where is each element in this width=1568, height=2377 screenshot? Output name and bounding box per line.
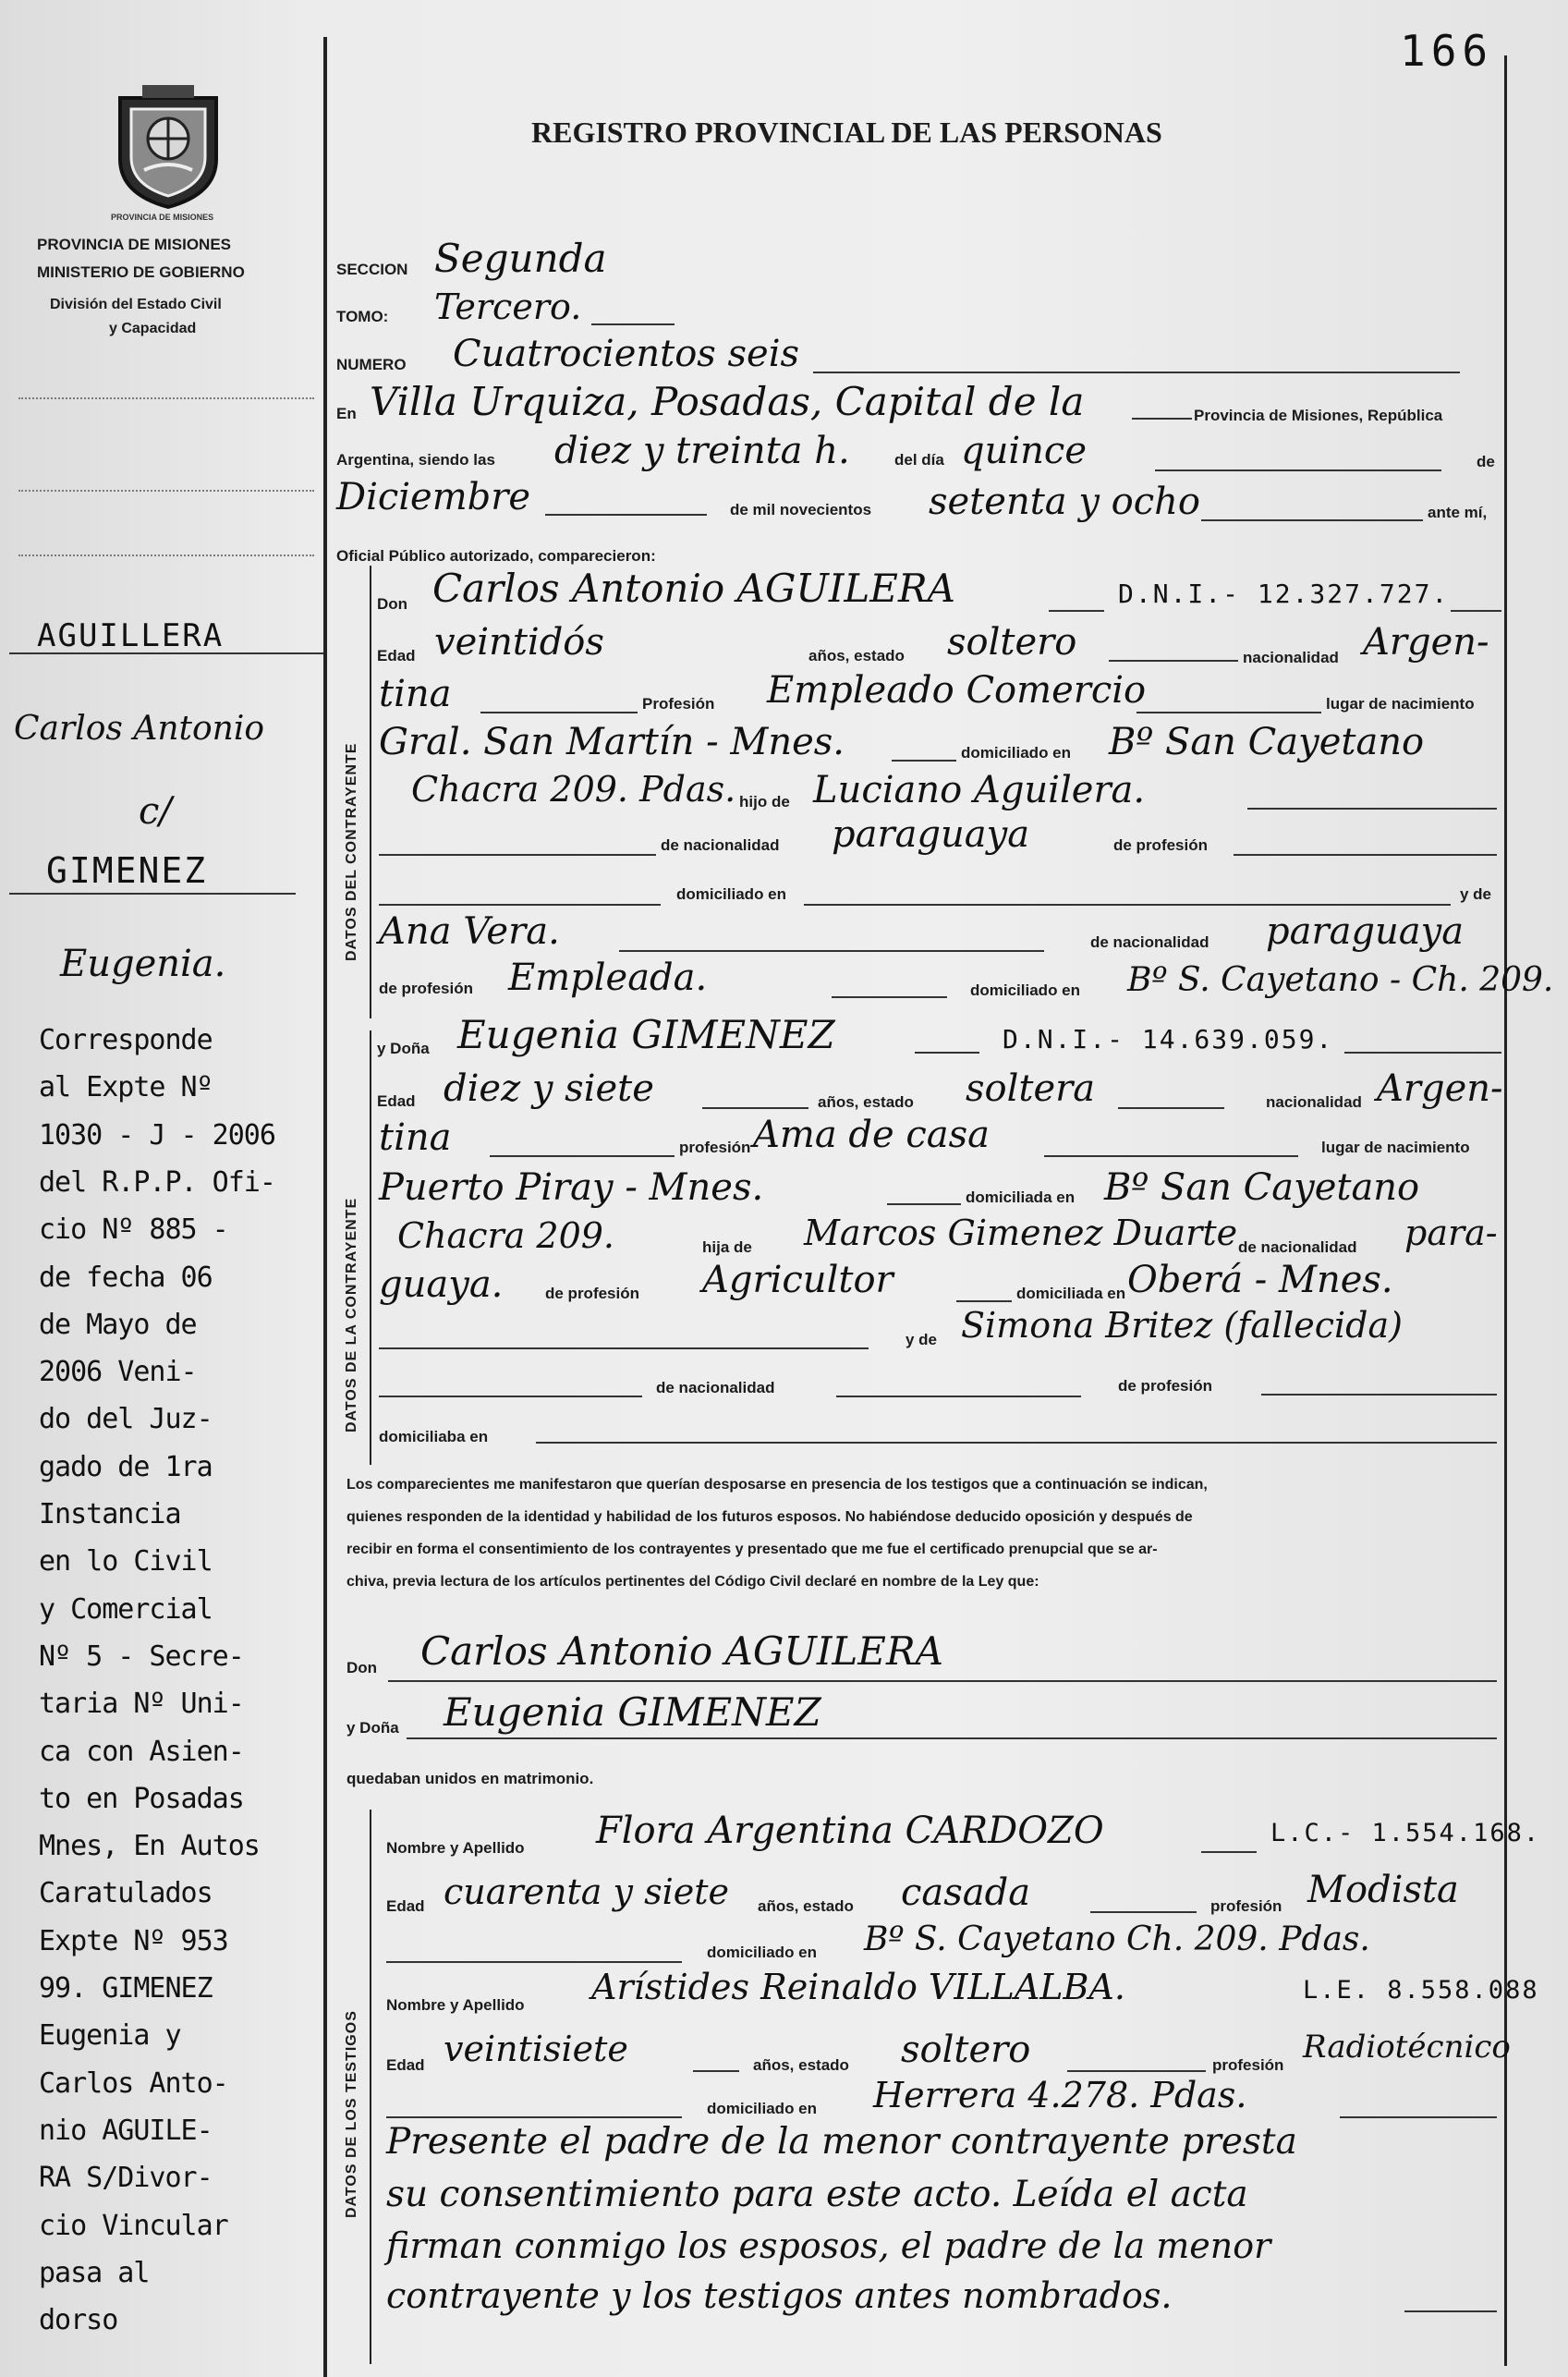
hora-value: diez y treinta h. [554, 430, 850, 472]
margin-note-line: do del Juz- [39, 1403, 213, 1436]
unidos-label: quedaban unidos en matrimonio. [346, 1770, 594, 1787]
domiciliado-label: domiciliado en [707, 2100, 818, 2117]
testigo-2-estado: soltero [901, 2029, 1031, 2071]
padre-prof-line [956, 1300, 1012, 1302]
name-line [915, 1052, 979, 1054]
estado-line [1067, 2070, 1206, 2072]
contrayente-2-madre: Simona Britez (fallecida) [961, 1305, 1403, 1346]
domiciliado-en-label: domiciliado en [970, 981, 1081, 999]
padre-line [1247, 808, 1497, 810]
mes-value: Diciembre [336, 476, 531, 518]
testigo-1-profesion: Modista [1307, 1869, 1459, 1911]
margin-note-line: en lo Civil [39, 1545, 213, 1579]
de-nacionalidad-label: de nacionalidad [656, 1379, 775, 1396]
numero-label: NUMERO [336, 356, 407, 373]
anos-label: años, estado [808, 647, 905, 664]
tomo-value: Tercero. [434, 286, 582, 327]
contrayente-2-lugar-nac: Puerto Piray - Mnes. [379, 1166, 764, 1209]
contrayente-1-nacionalidad-b: tina [379, 673, 452, 715]
domiciliaba-label: domiciliaba en [379, 1428, 489, 1445]
contrayente-2-padre-profesion: Agricultor [702, 1259, 893, 1301]
contrayente-1-madre-domicilio: Bº S. Cayetano - Ch. 209. [1127, 961, 1554, 999]
margin-nombre-1: Carlos Antonio [14, 710, 265, 748]
margin-note-line: Mnes, En Autos [39, 1830, 260, 1863]
domicilio-line [1340, 2116, 1497, 2118]
margin-note-line: pasa al [39, 2256, 150, 2289]
contrayente-section-label: DATOS DEL CONTRAYENTE [344, 742, 359, 961]
anos-label: años, estado [758, 1897, 854, 1915]
testigos-section-label: DATOS DE LOS TESTIGOS [344, 2010, 359, 2218]
lugar-nac-line [892, 760, 956, 762]
margin-note-line: Eugenia y [39, 2019, 181, 2053]
margin-guide [18, 555, 314, 556]
anos-label: años, estado [818, 1093, 914, 1111]
margin-note-line: gado de 1ra [39, 1450, 213, 1483]
madre-prof-line [832, 996, 947, 998]
declaracion-line-3: recibir en forma el consentimiento de los contrayentes y presentado que me fue el certificado prenupcial que se ar- [346, 1542, 1158, 1557]
contrayente-2-estado: soltera [966, 1067, 1096, 1110]
dia-line [1155, 469, 1441, 471]
blank-line [386, 2116, 682, 2118]
nacionalidad-label: nacionalidad [1266, 1093, 1362, 1111]
domiciliada-label: domiciliada en [1016, 1285, 1126, 1302]
left-margin-rule [323, 37, 327, 2377]
margin-guide [18, 490, 314, 492]
hija-label: hija de [702, 1238, 752, 1256]
lugar-value: Villa Urquiza, Posadas, Capital de la [370, 379, 1085, 424]
blank-line [1234, 854, 1497, 856]
de-mil-label: de mil novecientos [730, 501, 872, 518]
y-de-label: y de [906, 1331, 938, 1348]
dona-label: y Doña [377, 1040, 430, 1057]
margin-note-line: de Mayo de [39, 1308, 197, 1341]
contrayente-section-label: DATOS DE LA CONTRAYENTE [344, 1197, 359, 1432]
contrayente-1-madre: Ana Vera. [379, 910, 560, 953]
profesion-line [1136, 712, 1321, 713]
folio-number: 166 [1400, 26, 1494, 76]
contrayente-2-profesion: Ama de casa [753, 1114, 990, 1156]
margin-note-line: cio Nº 885 - [39, 1213, 228, 1247]
profesion-label: profesión [679, 1139, 751, 1156]
blank-line [379, 854, 656, 856]
contrayente-1-edad: veintidós [434, 621, 604, 664]
contrayente-1-dni: D.N.I.- 12.327.727. [1118, 579, 1450, 609]
province-seal-icon [107, 81, 229, 211]
seccion-label: SECCION [336, 261, 408, 278]
margin-note-line: cio Vincular [39, 2209, 228, 2242]
mes-line [545, 514, 707, 516]
blank-line [386, 1961, 682, 1963]
contrayente-2-domicilio-b: Chacra 209. [397, 1215, 614, 1256]
contrayente-1-lugar-nac: Gral. San Martín - Mnes. [379, 721, 845, 763]
testigo-1-domicilio: Bº S. Cayetano Ch. 209. Pdas. [864, 1920, 1370, 1958]
declaracion-line-4: chiva, previa lectura de los artículos pertinentes del Código Civil declaré en nombre de la Ley que: [346, 1574, 1039, 1590]
margin-note-line: Nº 5 - Secre- [39, 1640, 244, 1673]
blank-line [804, 904, 1451, 906]
nota-line-3: firman conmigo los esposos, el padre de la menor [386, 2225, 1271, 2266]
de-label: de [1477, 453, 1495, 470]
contrayente-1-domicilio-b: Chacra 209. Pdas. [411, 769, 736, 810]
nacionalidad-line [490, 1155, 675, 1157]
profesion-label: profesión [1212, 2056, 1284, 2074]
testigo-2-profesion: Radiotécnico [1303, 2029, 1511, 2066]
nota-line [1404, 2310, 1497, 2312]
contrayente-2-padre-domicilio: Oberá - Mnes. [1127, 1259, 1393, 1301]
estado-line [1118, 1107, 1224, 1109]
margin-y: c/ [139, 790, 172, 833]
blank-line [379, 904, 661, 906]
ante-mi-label: ante mí, [1428, 504, 1488, 521]
margin-note-line: Corresponde [39, 1024, 213, 1056]
de-profesion-label: de profesión [379, 980, 474, 997]
domiciliada-label: domiciliada en [966, 1188, 1076, 1206]
anos-label: años, estado [753, 2056, 849, 2074]
profesion-label: Profesión [642, 695, 715, 713]
margin-note-line: ca con Asien- [39, 1735, 244, 1768]
testigo-1-nombre: Flora Argentina CARDOZO [596, 1810, 1104, 1852]
nombre-label: Nombre y Apellido [386, 1996, 525, 2014]
dona-label: y Doña [346, 1719, 399, 1737]
profesion-label: profesión [1210, 1897, 1282, 1915]
contrayente-1-madre-nacionalidad: paraguaya [1266, 910, 1465, 953]
ministry-label: MINISTERIO DE GOBIERNO [37, 263, 245, 281]
declaracion-don: Carlos Antonio AGUILERA [420, 1628, 943, 1674]
en-label: En [336, 405, 357, 422]
nacionalidad-label: nacionalidad [1243, 649, 1339, 666]
margin-note-line: to en Posadas [39, 1782, 244, 1815]
edad-line [693, 2070, 739, 2072]
contrayente-1-profesion: Empleado Comercio [767, 669, 1147, 712]
margin-note-line: al Expte Nº [39, 1071, 213, 1104]
contrayente-2-nacionalidad-b: tina [379, 1116, 452, 1159]
nacionalidad-line [480, 712, 638, 713]
blank-line [379, 1396, 642, 1397]
margin-note-line: 1030 - J - 2006 [39, 1118, 275, 1152]
lugar-nac-label: lugar de nacimiento [1326, 695, 1475, 713]
contrayente-2-dni: D.N.I.- 14.639.059. [1003, 1024, 1334, 1054]
nota-line-2: su consentimiento para este acto. Leída el acta [386, 2174, 1248, 2215]
blank-line [836, 1396, 1081, 1397]
testigo-2-domicilio: Herrera 4.278. Pdas. [873, 2075, 1247, 2115]
hijo-label: hijo de [739, 793, 790, 811]
de-nacionalidad-label: de nacionalidad [1238, 1238, 1357, 1256]
margin-nombre-2: Eugenia. [60, 943, 226, 985]
profesion-line [1044, 1155, 1298, 1157]
edad-label: Edad [377, 1092, 416, 1110]
division-label-1: División del Estado Civil [50, 297, 222, 312]
de-profesion-label: de profesión [1113, 836, 1209, 854]
del-dia-label: del día [894, 451, 944, 469]
de-profesion-label: de profesión [545, 1285, 640, 1302]
margin-note-line: Expte Nº 953 [39, 1924, 228, 1957]
numero-line [813, 372, 1460, 373]
contrayente-1-madre-profesion: Empleada. [508, 957, 708, 999]
numero-value: Cuatrocientos seis [453, 333, 800, 375]
madre-line [619, 950, 1044, 952]
lugar-nac-label: lugar de nacimiento [1321, 1139, 1470, 1156]
contrayente-1-nacionalidad-a: Argen- [1363, 621, 1489, 664]
blank-line [379, 1347, 869, 1349]
contrayente-2-padre: Marcos Gimenez Duarte [804, 1213, 1238, 1253]
margin-guide [18, 397, 314, 399]
de-nacionalidad-label: de nacionalidad [1090, 933, 1209, 951]
nota-line-4: contrayente y los testigos antes nombrados. [386, 2275, 1173, 2316]
margin-note-line: dorso [39, 2304, 118, 2337]
contrayente-1-bracket [370, 566, 371, 1018]
contrayente-2-domicilio-a: Bº San Cayetano [1104, 1166, 1420, 1209]
testigos-bracket [370, 1810, 371, 2364]
margin-note-line: de fecha 06 [39, 1261, 213, 1294]
declaracion-dona: Eugenia GIMENEZ [444, 1689, 821, 1735]
oficial-label: Oficial Público autorizado, comparecieron: [336, 547, 656, 565]
don-line [388, 1680, 1497, 1682]
division-label-2: y Capacidad [109, 321, 197, 336]
edad-line [702, 1107, 808, 1109]
contrayente-2-edad: diez y siete [444, 1067, 654, 1110]
contrayente-2-padre-nacionalidad-a: para- [1404, 1213, 1498, 1253]
nota-line-1: Presente el padre de la menor contrayente presta [386, 2121, 1297, 2163]
contrayente-1-domicilio-a: Bº San Cayetano [1109, 721, 1425, 763]
contrayente-1-padre: Luciano Aguilera. [813, 769, 1146, 811]
blank-line [536, 1442, 1497, 1444]
domiciliado-label: domiciliado en [961, 744, 1072, 762]
margin-apellido-2: GIMENEZ [46, 850, 208, 891]
name-line [1049, 610, 1104, 612]
testigo-2-doc: L.E. 8.558.088 [1303, 1976, 1539, 2005]
testigo-line [1201, 1851, 1257, 1853]
testigo-2-edad: veintisiete [444, 2029, 628, 2069]
domiciliado-label: domiciliado en [707, 1944, 818, 1961]
testigo-1-edad: cuarenta y siete [444, 1871, 729, 1912]
domiciliado-en-label: domiciliado en [676, 885, 787, 903]
de-profesion-label: de profesión [1118, 1377, 1213, 1395]
estado-line [1090, 1911, 1197, 1913]
y-de-label: y de [1460, 885, 1492, 903]
testigo-2-nombre: Arístides Reinaldo VILLALBA. [591, 1967, 1125, 2007]
margin-note-line: Carlos Anto- [39, 2066, 228, 2100]
margin-note-line: 99. GIMENEZ [39, 1972, 213, 2005]
contrayente-1-estado: soltero [947, 621, 1077, 664]
seccion-value: Segunda [434, 236, 607, 281]
declaracion-line-1: Los comparecientes me manifestaron que querían desposarse en presencia de los testigos que a continuación se indican, [346, 1477, 1208, 1493]
declaracion-line-2: quienes responden de la identidad y habilidad de los futuros esposos. No habiéndose deducido oposición y después de [346, 1509, 1193, 1525]
lugar-line [1132, 418, 1192, 420]
edad-label: Edad [386, 2056, 425, 2074]
contrayente-2-padre-nacionalidad-b: guaya. [379, 1263, 504, 1306]
margin-note-line: RA S/Divor- [39, 2162, 213, 2195]
de-nacionalidad-label: de nacionalidad [661, 836, 780, 854]
dona-line [407, 1737, 1497, 1739]
margin-note-line: del R.P.P. Ofi- [39, 1165, 275, 1199]
anio-line [1201, 519, 1423, 521]
contrayente-2-name: Eugenia GIMENEZ [457, 1012, 835, 1057]
anio-value: setenta y ocho [929, 481, 1200, 523]
margin-note-line: Caratulados [39, 1877, 213, 1910]
margin-note-line: taria Nº Uni- [39, 1688, 244, 1721]
edad-label: Edad [377, 647, 416, 664]
testigo-1-doc: L.C.- 1.554.168. [1270, 1819, 1541, 1847]
tomo-line [591, 323, 675, 325]
margin-note-line: y Comercial [39, 1592, 213, 1626]
document-title: REGISTRO PROVINCIAL DE LAS PERSONAS [531, 116, 1162, 149]
dia-value: quince [961, 430, 1087, 472]
testigo-1-estado: casada [901, 1871, 1031, 1914]
margin-rule [9, 893, 296, 895]
right-border-rule [1504, 55, 1507, 2366]
contrayente-2-nacionalidad-a: Argen- [1377, 1067, 1503, 1110]
provincia-label: Provincia de Misiones, República [1194, 407, 1443, 424]
province-label: PROVINCIA DE MISIONES [37, 236, 232, 253]
edad-label: Edad [386, 1897, 425, 1915]
contrayente-1-padre-nacionalidad: paraguaya [832, 813, 1030, 856]
margin-note-line: Instancia [39, 1498, 181, 1530]
lugar-nac-line [887, 1203, 961, 1205]
dni-line [1451, 610, 1501, 612]
margin-apellido-1: AGUILLERA [37, 617, 225, 654]
don-label: Don [346, 1659, 378, 1676]
seal-label: PROVINCIA DE MISIONES [111, 213, 214, 222]
argentina-label: Argentina, siendo las [336, 451, 495, 469]
estado-line [1109, 660, 1238, 662]
nombre-label: Nombre y Apellido [386, 1839, 525, 1857]
margin-note-line: nio AGUILE- [39, 2114, 213, 2147]
tomo-label: TOMO: [336, 308, 389, 325]
blank-line [1261, 1394, 1497, 1396]
don-label: Don [377, 595, 408, 613]
dni-line [1344, 1052, 1501, 1054]
contrayente-1-name: Carlos Antonio AGUILERA [432, 566, 955, 611]
contrayente-2-bracket [370, 1030, 371, 1465]
margin-note-line: 2006 Veni- [39, 1356, 197, 1389]
